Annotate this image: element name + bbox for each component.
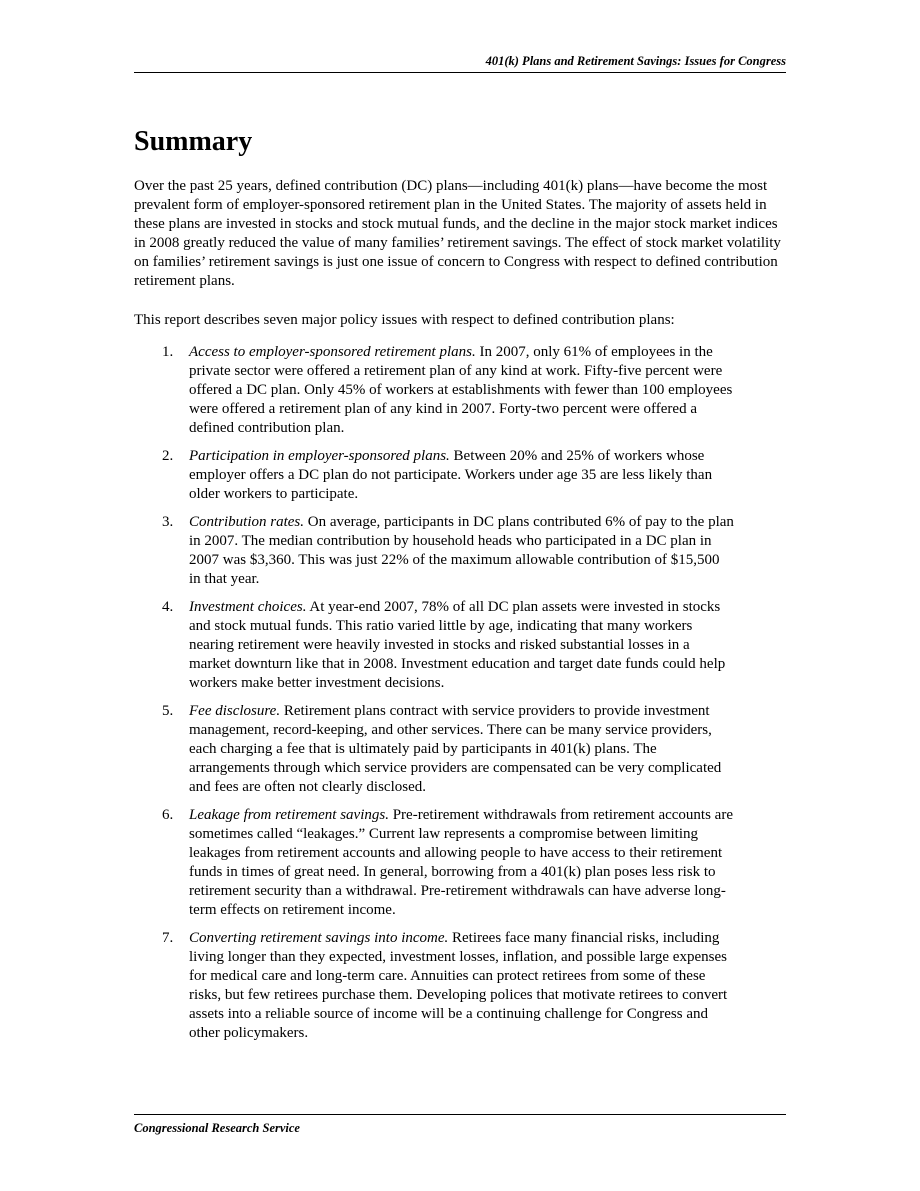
- list-item: [134, 702, 734, 797]
- running-footer: [134, 1114, 786, 1136]
- list-item: [134, 447, 734, 504]
- section-heading: Summary: [134, 126, 253, 157]
- item-title: Access to employer-sponsored retirement plans.: [189, 344, 476, 360]
- item-number: 5.: [162, 703, 174, 719]
- item-title: Fee disclosure.: [189, 703, 281, 719]
- item-text: At year-end 2007, 78% of all DC plan assets were invested in stocks and stock mutual funds. This ratio varied little by age, indicating that many workers nearing retirement were heavily invested in stocks and risked substantial losses in a market downturn like that in 2008. Investment education and target date funds could help workers make better investment decisions.: [189, 599, 726, 691]
- item-title: Converting retirement savings into income.: [189, 930, 449, 946]
- list-item: [134, 343, 734, 438]
- item-text: Retirement plans contract with service providers to provide investment management, record-keeping, and other services. There can be many service providers, each charging a fee that is ultimately paid by participants in 401(k) plans. The arrangements through which service providers are compensated can be very complicated and fees are often not clearly disclosed.: [189, 703, 722, 795]
- item-number: 6.: [162, 807, 174, 823]
- item-text: Between 20% and 25% of workers whose employer offers a DC plan do not participate. Workers under age 35 are less likely than older workers to participate.: [189, 448, 713, 502]
- item-text: Pre-retirement withdrawals from retirement accounts are sometimes called “leakages.” Current law represents a compromise between limiting leakages from retirement accounts and allowing people to have access to their retirement funds in times of great need. In general, borrowing from a 401(k) plan poses less risk to retirement security than a withdrawal. Pre-retirement withdrawals can have adverse long-term effects on retirement income.: [189, 807, 733, 918]
- running-title: 401(k) Plans and Retirement Savings: Issues for Congress: [485, 54, 786, 68]
- item-text: Retirees face many financial risks, including living longer than they expected, investment losses, inflation, and possible large expenses for medical care and long-term care. Annuities can protect retirees from some of these risks, but few retirees purchase them. Developing polices that motivate retirees to convert assets into a reliable source of income will be a continuing challenge for Congress and other policymakers.: [189, 930, 728, 1041]
- item-number: 1.: [162, 344, 174, 360]
- item-number: 2.: [162, 448, 174, 464]
- item-number: 7.: [162, 930, 174, 946]
- list-item: [134, 929, 734, 1043]
- issues-list: [134, 343, 734, 1052]
- item-title: Investment choices.: [189, 599, 307, 615]
- intro-paragraph: Over the past 25 years, defined contribution (DC) plans—including 401(k) plans—have become the most prevalent form of employer-sponsored retirement plan in the United States. The majority of assets held in these plans are invested in stocks and stock mutual funds, and the decline in the major stock market indices in 2008 greatly reduced the value of many families’ retirement savings. The effect of stock market volatility on families’ retirement savings is just one issue of concern to Congress with respect to defined contribution retirement plans.: [134, 178, 781, 289]
- item-text: In 2007, only 61% of employees in the private sector were offered a retirement plan of any kind at work. Fifty-five percent were offered a DC plan. Only 45% of workers at establishments with fewer than 100 employees were offered a retirement plan of any kind in 2007. Forty-two percent were offered a defined contribution plan.: [189, 344, 733, 436]
- item-number: 4.: [162, 599, 174, 615]
- running-header: [134, 54, 786, 73]
- item-title: Leakage from retirement savings.: [189, 807, 389, 823]
- item-text: On average, participants in DC plans contributed 6% of pay to the plan in 2007. The median contribution by household heads who participated in a DC plan in 2007 was $3,360. This was just 22% of the maximum allowable contribution of $15,500 in that year.: [189, 514, 734, 587]
- item-number: 3.: [162, 514, 174, 530]
- list-item: [134, 598, 734, 693]
- list-item: [134, 513, 734, 589]
- item-title: Participation in employer-sponsored plans.: [189, 448, 450, 464]
- footer-source: Congressional Research Service: [134, 1121, 300, 1135]
- item-title: Contribution rates.: [189, 514, 305, 530]
- list-item: [134, 806, 734, 920]
- lead-in-paragraph: This report describes seven major policy issues with respect to defined contribution plans:: [134, 312, 675, 328]
